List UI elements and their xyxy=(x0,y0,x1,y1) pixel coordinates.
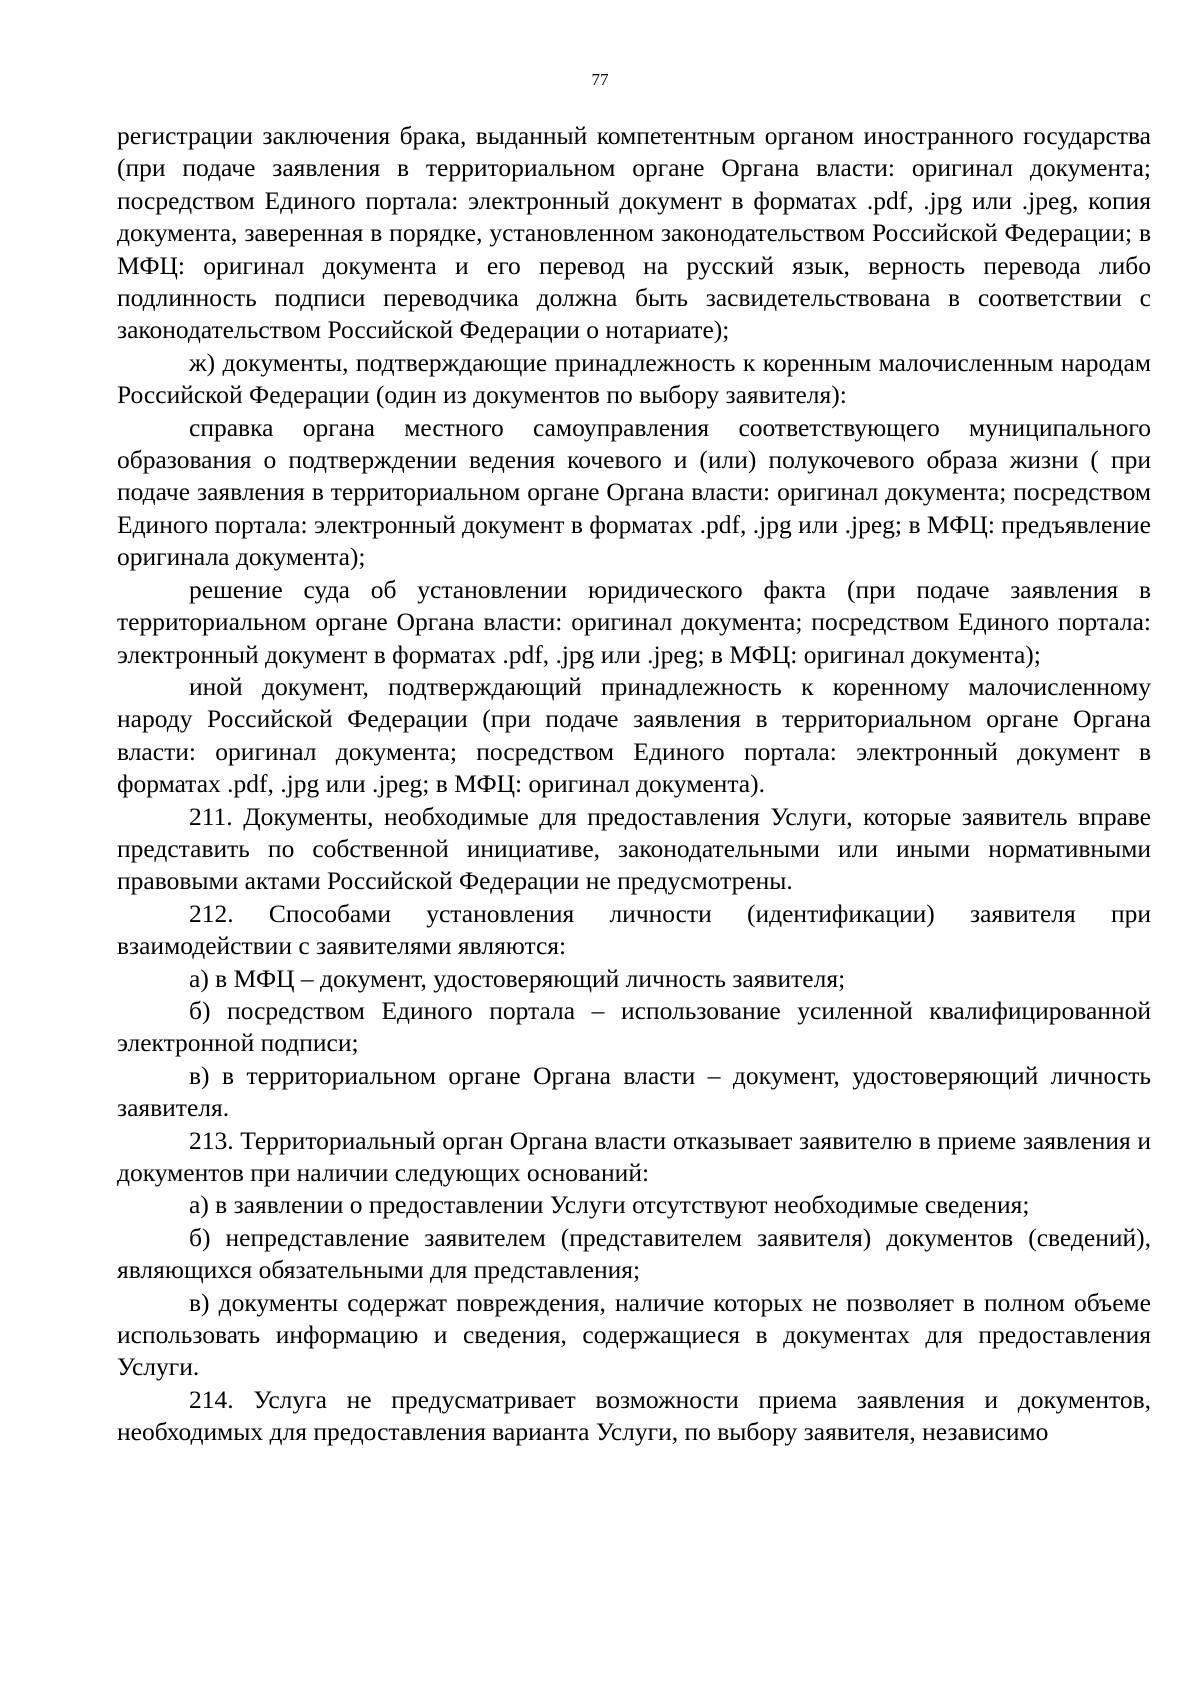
paragraph-213-a: а) в заявлении о предоставлении Услуги отсутствуют необходимые сведения; xyxy=(189,1190,1030,1220)
paragraph-continuation: регистрации заключения брака, выданный компетентным органом иностранного государства (при подаче заявления в территориальном органе Органа власти: оригинал документа; посредством Единого портала: электронный документ в форматах .pdf, .jpg или .jpeg, копия документа, заверенная в порядке, установленном законодательством Российской Федерации; в МФЦ: оригинал документа и его перевод на русский язык, верность перевода либо подлинность подписи переводчика должна быть засвидетельствована в соответствии с законодательством Российской Федерации о нотариате); xyxy=(117,121,1151,345)
paragraph-213-v: в) документы содержат повреждения, наличие которых не позволяет в полном объеме использовать информацию и сведения, содержащиеся в документах для предоставления Услуги. xyxy=(117,1287,1151,1382)
paragraph-213-b: б) непредставление заявителем (представителем заявителя) документов (сведений), являющихся обязательными для представления; xyxy=(117,1222,1151,1285)
paragraph-212-b: б) посредством Единого портала – использование усиленной квалифицированной электронной подписи; xyxy=(117,995,1151,1058)
paragraph-court-decision: решение суда об установлении юридического факта (при подаче заявления в территориальном органе Органа власти: оригинал документа; посредством Единого портала: электронный документ в форматах .pdf, .jpg или .jpeg; в МФЦ: оригинал документа); xyxy=(117,574,1151,669)
paragraph-214: 214. Услуга не предусматривает возможности приема заявления и документов, необходимых для предоставления варианта Услуги, по выбору заявителя, независимо xyxy=(117,1384,1151,1447)
paragraph-212-a: а) в МФЦ – документ, удостоверяющий личность заявителя; xyxy=(189,963,846,993)
document-body xyxy=(117,120,1151,1449)
paragraph-municipal-certificate: справка органа местного самоуправления соответствующего муниципального образования о подтверждении ведения кочевого и (или) полукочевого образа жизни ( при подаче заявления в территориальном органе Органа власти: оригинал документа; посредством Единого портала: электронный документ в форматах .pdf, .jpg или .jpeg; в МФЦ: предъявление оригинала документа); xyxy=(117,412,1151,572)
paragraph-212-v: в) в территориальном органе Органа власти – документ, удостоверяющий личность заявителя. xyxy=(117,1060,1151,1123)
page-number: 77 xyxy=(591,70,609,89)
paragraph-item-zh: ж) документы, подтверждающие принадлежность к коренным малочисленным народам Российской Федерации (один из документов по выбору заявителя): xyxy=(117,347,1151,410)
paragraph-other-document: иной документ, подтверждающий принадлежность к коренному малочисленному народу Российской Федерации (при подаче заявления в территориальном органе Органа власти: оригинал документа; посредством Единого портала: электронный документ в форматах .pdf, .jpg или .jpeg; в МФЦ: оригинал документа). xyxy=(117,671,1151,799)
paragraph-212: 212. Способами установления личности (идентификации) заявителя при взаимодействии с заявителями являются: xyxy=(117,898,1151,961)
paragraph-213: 213. Территориальный орган Органа власти отказывает заявителю в приеме заявления и документов при наличии следующих оснований: xyxy=(117,1125,1151,1187)
paragraph-211: 211. Документы, необходимые для предоставления Услуги, которые заявитель вправе представить по собственной инициативе, законодательными или иными нормативными правовыми актами Российской Федерации не предусмотрены. xyxy=(117,801,1151,896)
